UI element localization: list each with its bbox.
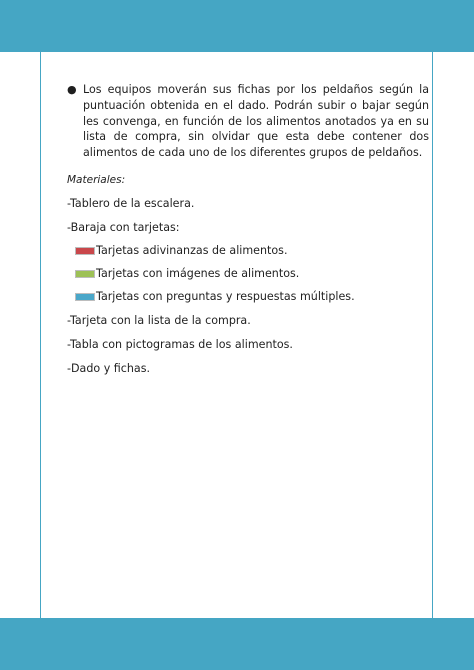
material-item: -Tarjeta con la lista de la compra. xyxy=(67,313,251,327)
bullet-paragraph xyxy=(67,82,429,161)
page-content xyxy=(67,82,429,377)
green-card-swatch-icon xyxy=(75,270,95,278)
footer-band xyxy=(0,618,474,670)
material-item: -Tablero de la escalera. xyxy=(67,196,195,210)
material-item: -Baraja con tarjetas: xyxy=(67,220,180,234)
card-type-label: Tarjetas con preguntas y respuestas múltiples. xyxy=(96,289,355,303)
blue-card-swatch-icon xyxy=(75,293,95,301)
bullet-icon: ● xyxy=(67,83,77,96)
material-item: -Tabla con pictogramas de los alimentos. xyxy=(67,337,293,351)
materials-heading: Materiales: xyxy=(67,173,126,186)
right-margin-line xyxy=(432,0,433,670)
header-band xyxy=(0,0,474,52)
card-type-label: Tarjetas adivinanzas de alimentos. xyxy=(96,243,288,257)
red-card-swatch-icon xyxy=(75,247,95,255)
left-margin-line xyxy=(40,0,41,670)
card-type-item xyxy=(67,266,429,282)
card-type-item xyxy=(67,243,429,259)
material-item: -Dado y fichas. xyxy=(67,361,151,375)
card-type-item xyxy=(67,289,429,305)
card-type-label: Tarjetas con imágenes de alimentos. xyxy=(96,266,300,280)
bullet-text: Los equipos moverán sus fichas por los peldaños según la puntuación obtenida en el dado. Podrán subir o bajar según les convenga, en función de los alimentos anotados ya en su lista de compra, sin olvidar que esta debe contener dos alimentos de cada uno de los diferentes grupos de peldaños. xyxy=(83,83,429,160)
